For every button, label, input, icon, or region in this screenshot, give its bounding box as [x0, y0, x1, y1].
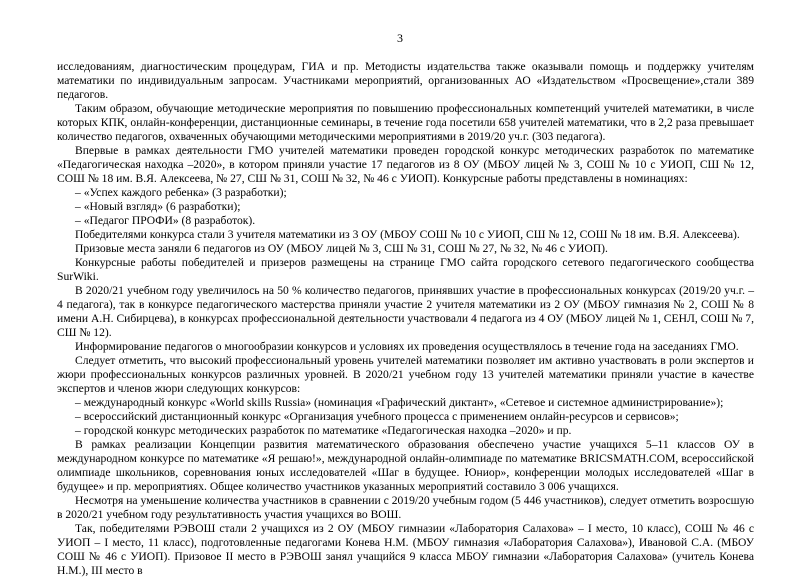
paragraph: Призовые места заняли 6 педагогов из ОУ (МБОУ лицей № 3, СШ № 31, СОШ № 27, № 32, № 46 с УИОП).	[75, 242, 608, 255]
paragraph: – международный конкурс «World skills Russia» (номинация «Графический диктант», «Сетевое и системное администрирование»);	[75, 396, 724, 409]
paragraph: – «Успех каждого ребенка» (3 разработки);	[75, 186, 287, 199]
paragraph: исследованиям, диагностическим процедурам, ГИА и пр. Методисты издательства также оказывали помощь и поддержку учителям математики по индивидуальным запросам. Участниками мероприятий, организованных АО «Издательством «Просвещение»,стали 389 педагогов.	[57, 60, 754, 101]
paragraph: Так, победителями РЭВОШ стали 2 учащихся из 2 ОУ (МБОУ гимназии «Лаборатория Салахова» – I место, 10 класс), СОШ № 46 с УИОП – I место, 11 класс), подготовленные педагогами Конева Н.М. (МБОУ гимназия «Лаборатория Салахова»), Ивановой С.А. (МБОУ СОШ № 46 с УИОП). Призовое II место в РЭВОШ занял учащийся 9 класса МБОУ гимназии «Лаборатория Салахова» (учитель Конева Н.М.), III место в	[57, 522, 754, 577]
document-body	[57, 60, 754, 578]
paragraph: В 2020/21 учебном году увеличилось на 50 % количество педагогов, принявших участие в профессиональных конкурсах (2019/20 уч.г. – 4 педагога), так в конкурсе педагогического мастерства приняли участие 2 учителя математики из 2 ОУ (МБОУ гимназия № 2, СОШ № 8 имени А.Н. Сибирцева), в конкурсах профессиональной деятельности участвовали 4 педагога из 4 ОУ (МБОУ лицей № 1, СЕНЛ, СОШ № 7, СШ № 12).	[57, 284, 754, 339]
paragraph: Таким образом, обучающие методические мероприятия по повышению профессиональных компетенций учителей математики, в числе которых КПК, онлайн-конференции, дистанционные семинары, в течение года посетили 658 учителей математики, что в 2,2 раза превышает количество педагогов, охваченных обучающими методическими мероприятиями в 2019/20 уч.г. (303 педагога).	[57, 102, 754, 143]
paragraph: Впервые в рамках деятельности ГМО учителей математики проведен городской конкурс методических разработок по математике «Педагогическая находка –2020», в котором приняли участие 17 педагогов из 8 ОУ (МБОУ лицей № 3, СОШ № 10 с УИОП, СШ № 12, СОШ № 18 им. В.Я. Алексеева, № 27, СШ № 31, СОШ № 32, № 46 с УИОП). Конкурсные работы представлены в номинациях:	[57, 144, 754, 185]
paragraph: Победителями конкурса стали 3 учителя математики из 3 ОУ (МБОУ СОШ № 10 с УИОП, СШ № 12, СОШ № 18 им. В.Я. Алексеева).	[75, 228, 740, 241]
paragraph: Конкурсные работы победителей и призеров размещены на странице ГМО сайта городского сетевого педагогического сообщества SurWiki.	[57, 256, 754, 283]
page-number: 3	[397, 31, 403, 45]
paragraph: – всероссийский дистанционный конкурс «Организация учебного процесса с применением онлайн-ресурсов и сервисов»;	[75, 410, 679, 423]
paragraph: Несмотря на уменьшение количества участников в сравнении с 2019/20 учебным годом (5 446 участников), следует отметить возросшую в 2020/21 учебном году результативность участия учащихся во ВОШ.	[57, 494, 754, 521]
paragraph: Следует отметить, что высокий профессиональный уровень учителей математики позволяет им активно участвовать в роли экспертов и жюри профессиональных конкурсов различных уровней. В 2020/21 учебном году 13 учителей математики приняли участие в качестве экспертов и членов жюри следующих конкурсов:	[57, 354, 754, 395]
paragraph: – городской конкурс методических разработок по математике «Педагогическая находка –2020» и пр.	[75, 424, 572, 437]
paragraph: – «Педагог ПРОФИ» (8 разработок).	[75, 214, 256, 227]
paragraph: – «Новый взгляд» (6 разработки);	[75, 200, 241, 213]
paragraph: Информирование педагогов о многообразии конкурсов и условиях их проведения осуществлялось в течение года на заседаниях ГМО.	[75, 340, 739, 353]
paragraph: В рамках реализации Концепции развития математического образования обеспечено участие учащихся 5–11 классов ОУ в международном конкурсе по математике «Я решаю!», международной онлайн-олимпиаде по математике BRICSMATH.COM, всероссийской олимпиаде школьников, соревнования юных исследователей «Шаг в будущее. Юниор», конференции молодых исследователей «Шаг в будущее» и пр. мероприятиях. Общее количество участников указанных мероприятий составило 3 006 учащихся.	[57, 438, 754, 493]
